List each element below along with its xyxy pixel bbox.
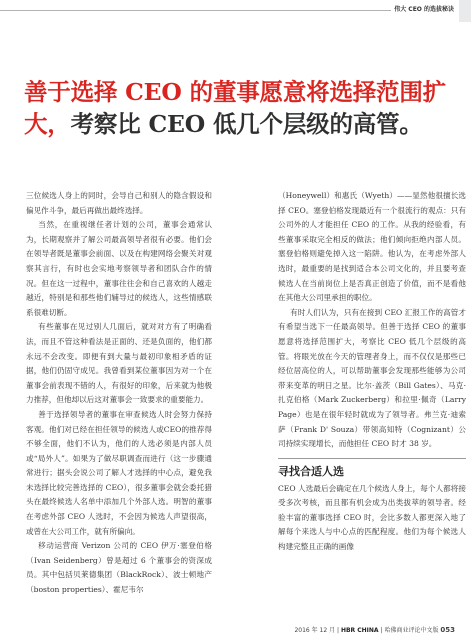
header-rule (0, 10, 445, 11)
footer-brand: HBR CHINA (340, 627, 379, 634)
page-number: 053 (440, 626, 455, 634)
section-subhead: 寻找合适人选 (278, 458, 466, 480)
paragraph: （Honeywell）和惠氏（Wyeth）——显然他很擅长选择 CEO。塞登伯格发现最近有一个很流行的观点：只有公司外的人才能担任 CEO 的工作。从我的经验看，有些董事采取完全相反的做法；他们倾向拒绝内部人员。塞登伯格则避免掉入这一陷阱。他认为，在考虑外部人选时，最重要的是找到适合本公司文化的，并且要考查候选人在当前岗位上是否真正创造了价值，而不是看他在其他大公司里承担的职位。 (278, 191, 466, 303)
paragraph: 善于选择领导者的董事在审查候选人时会努力保持客观。他们对已经在担任领导的候选人或CEO的推荐得不够全面，他们不认为，他们的人选必须是内部人员或“局外人”。如果为了做尽职调查而进行（这一步骤通常进行；据头会说公司了解人才选择的中心点，避免我未选择比较完善选择的 CEO），很多董事会就会委托猎头在最终候选人名单中添加几个外部人选。明智的董事在考虑外部 CEO 人选时，不会因为候选人声望很高，或曾在大公司工作，就有所偏向。 (26, 409, 212, 536)
paragraph: 当然，在重视继任者计划的公司，董事会通常认为，长期观察并了解公司最高领导者很有必要。他们会在领导者既是董事会前面、以及在构建网络会聚关对观察其言行，有时也会实地考察领导者和团队合作的情况。但在这一过程中，董事往往会和自己喜欢的人越走越近，特别是和那些他们辅导过的候选人，这些情感联系很难切断。 (26, 220, 212, 317)
headline-part-1: 善于选择 CEO 的董事愿意将选择范围扩大， (24, 78, 446, 138)
paragraph: 有些董事在见过别人几面后，就对对方有了明确看法，而且不管这种看法是正面的、还是负面的，他们都永远不会改变。即便有到大量与最初印象相矛盾的证据，他们仍固守成见。我曾看到某位董事因为对一个在董事会前表现不错的人，有很好的印象，后来就为他极力推荐，但他却以后这对董事会一致要求的重要能力。 (26, 322, 212, 405)
paragraph: 三位候选人身上的同时，会导自己和别人的隐含假设和偏见作斗争，最后再做出最终选择。 (26, 191, 212, 215)
page-edge-tab (459, 0, 471, 22)
page-footer (0, 622, 471, 640)
right-column (278, 189, 466, 555)
top-header-bar (0, 0, 471, 15)
paragraph: 移动运营商 Verizon 公司的 CEO 伊万·塞登伯格（Ivan Seidenberg）曾是超过 6 个董事会的资深成员。其中包括贝莱德集团（BlackRock）、波士顿地产（boston properties）、霍尼韦尔 (26, 541, 212, 595)
section-title: 伟大 CEO 的选拔秘诀 (391, 4, 457, 15)
article-headline (24, 76, 449, 140)
footer-text: 2016 年 12 月 | HBR CHINA | 哈佛商业评论中文版 053 (294, 626, 455, 634)
left-column (26, 189, 212, 598)
footer-date: 2016 年 12 月 (294, 627, 336, 634)
paragraph: CEO 人选最后会确定在几个候选人身上，每个人都将接受多次考核，而且都有机会成为出类拔萃的领导者。经验丰富的董事选择 CEO 时，会比多数人都更深入地了解每个来选人与中心点的匹配程度。他们为每个候选人构建完整且正确的画像 (278, 483, 466, 552)
footer-publication: 哈佛商业评论中文版 (384, 627, 439, 634)
paragraph: 有时人们认为，只有在接到 CEO 汇报工作的高管才有希望当选下一任最高领导。但善于选择 CEO 的董事愿意将选择范围扩大，考察比 CEO 低几个层级的高管。将眼光放在今天的管理者身上，而不仅仅是那些已经位居高位的人，可以帮助董事会发现那些能够为公司带来变革的明日之星。比尔·盖茨（Bill Gates）、马克·扎克伯格（Mark Zuckerberg）和拉里·佩奇（Larry Page）也是在很年轻时就成为了领导者。弗兰克·迪索萨（Frank D' Souza）带领高知特（Cognizant）公司持续实现增长，而他担任 CEO 时才 38 岁。 (278, 307, 466, 449)
headline-part-2: 考察比 CEO 低几个层级的高管。 (70, 110, 423, 138)
